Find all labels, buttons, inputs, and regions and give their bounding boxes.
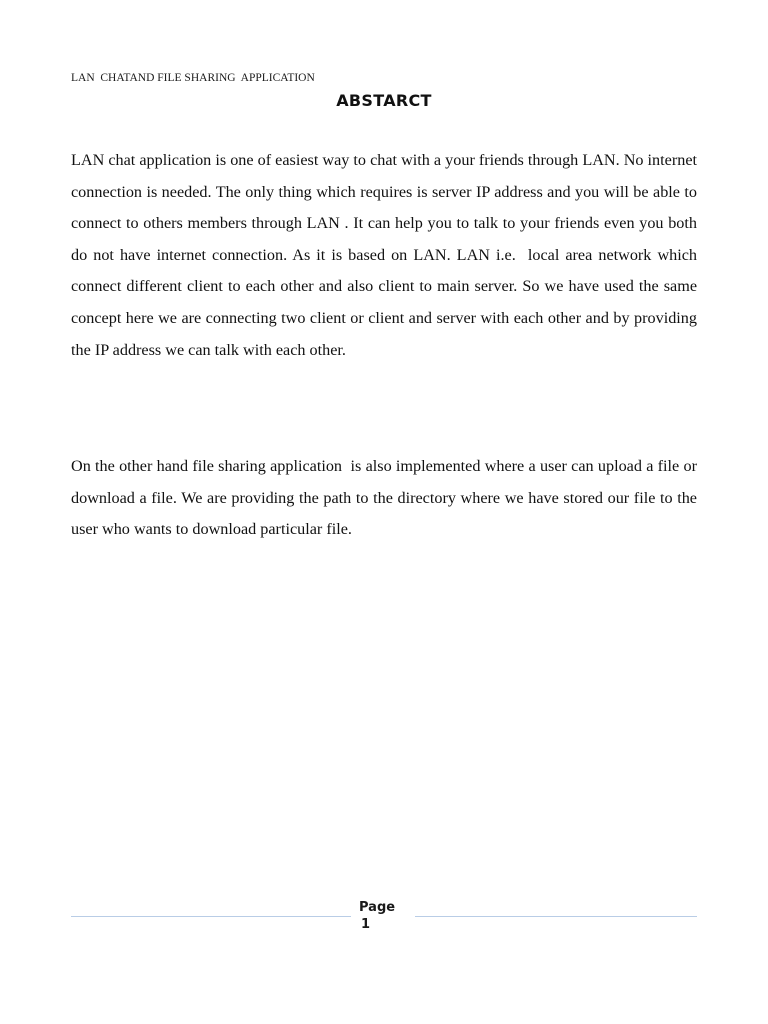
footer-rule-left [71,916,351,917]
running-header: LAN CHATAND FILE SHARING APPLICATION [71,72,315,84]
footer-rule-right [415,916,697,917]
abstract-paragraph-2: On the other hand file sharing application is also implemented where a user can upload a file or download a file. We are providing the path to the directory where we have stored our file to the user who wants to download particular file. [71,457,702,539]
abstract-paragraph-1: LAN chat application is one of easiest way to chat with a your friends through LAN. No internet connection is needed. The only thing which requires is server IP address and you will be able to connect to others members through LAN . It can help you to talk to your friends even you both do not have internet connection. As it is based on LAN. LAN i.e. local area network which connect different client to each other and also client to main server. So we have used the same concept here we are connecting two client or client and server with each other and by providing the IP address we can talk with each other. [71,151,702,359]
document-title: ABSTARCT [336,91,432,110]
footer-page-number: 1 [361,917,371,932]
footer-page-label: Page [359,900,396,915]
